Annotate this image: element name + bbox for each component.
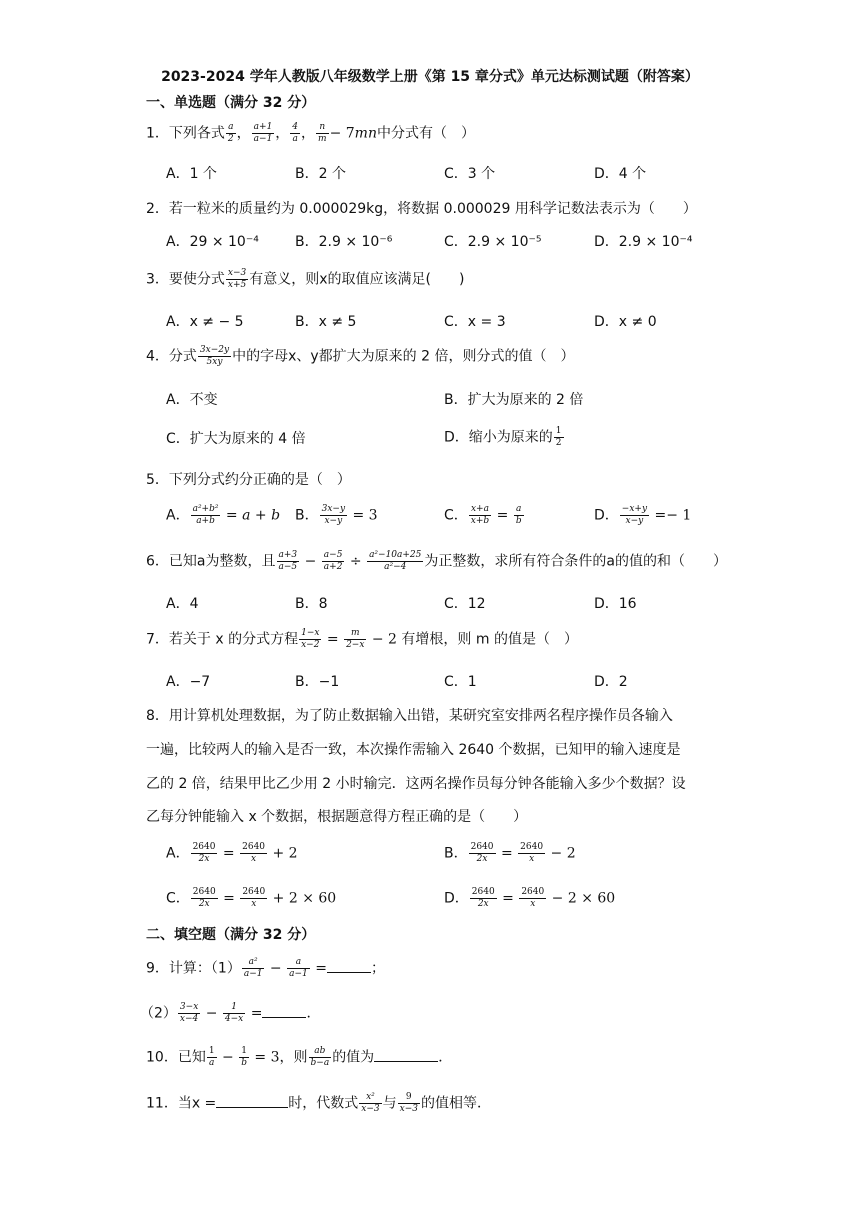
q8-option-c-label: C． bbox=[166, 890, 190, 907]
q8-option-c[interactable]: C． $\frac{2640}{2x}$ = $\frac{2640}{x}$ + 2 × 60 bbox=[166, 887, 337, 909]
document-title: 2023-2024 学年人教版八年级数学上册《第 15 章分式》单元达标测试题（附答案） bbox=[161, 69, 699, 85]
q7-option-b[interactable]: B．−1 bbox=[295, 674, 340, 690]
q6-option-c[interactable]: C．12 bbox=[444, 596, 486, 612]
q4-option-b[interactable]: B．扩大为原来的 2 倍 bbox=[444, 392, 584, 408]
q4-option-a[interactable]: A．不变 bbox=[166, 392, 218, 408]
question-8-line-4: 乙每分钟能输入 x 个数据，根据题意得方程正确的是（ ） bbox=[146, 809, 528, 825]
question-1-tail: 中分式有（ ） bbox=[376, 125, 475, 142]
q4-option-d[interactable]: D．缩小为原来的 $\frac{1}{2}$ bbox=[444, 426, 562, 448]
question-2: 2．若一粒米的质量约为 0.000029kg，将数据 0.000029 用科学记数法表示为（ ） bbox=[146, 201, 697, 217]
question-7-tail: 有增根，则 m 的值是（ ） bbox=[401, 631, 578, 648]
question-10-tail: 的值为 bbox=[332, 1049, 375, 1066]
q8-option-a[interactable]: A． $\frac{2640}{2x}$ = $\frac{2640}{x}$ + 2 bbox=[166, 842, 298, 864]
q5-option-a-label: A． bbox=[166, 507, 190, 524]
q1-option-c[interactable]: C．3 个 bbox=[444, 166, 496, 182]
q5-option-a[interactable]: A． $\frac{\text{a²+b²}}{a+b}$ = a + b bbox=[166, 504, 281, 526]
answer-blank-9-2[interactable] bbox=[262, 1003, 306, 1018]
question-1: 1．下列各式 $\frac{a}{2}$ ， $\frac{a+1}{a-1}$ ， $\frac{4}{a}$ ， $\frac{n}{m}$ − 7mn中分式有（ ） bbox=[146, 122, 475, 144]
q5-option-c-label: C． bbox=[444, 507, 468, 524]
question-10-mid: ，则 bbox=[279, 1049, 308, 1066]
question-5: 5．下列分式约分正确的是（ ） bbox=[146, 472, 351, 488]
question-4-tail: 中的字母x、y都扩大为原来的 2 倍，则分式的值（ ） bbox=[232, 348, 575, 365]
question-11-stem: 11．当x = bbox=[146, 1095, 217, 1112]
q1-option-d[interactable]: D．4 个 bbox=[594, 166, 647, 182]
section-heading-single-choice: 一、单选题（满分 32 分） bbox=[146, 95, 316, 111]
question-10-stem: 10．已知 bbox=[146, 1049, 206, 1066]
section-heading-fill-in: 二、填空题（满分 32 分） bbox=[146, 927, 316, 943]
question-10-period: ． bbox=[438, 1049, 453, 1066]
q6-option-a[interactable]: A．4 bbox=[166, 596, 199, 612]
question-7: 7．若关于 x 的分式方程 $\frac{1-x}{x-2}$ = $\frac{m}{2-x}$ − 2 有增根，则 m 的值是（ ） bbox=[146, 628, 578, 650]
question-8-line-2: 一遍，比较两人的输入是否一致，本次操作需输入 2640 个数据，已知甲的输入速度是 bbox=[146, 742, 681, 758]
question-11: 11．当x = 时，代数式 $\frac{\text{x²}}{x-3}$ 与 $\frac{9}{x-3}$ 的值相等． bbox=[146, 1092, 491, 1114]
question-9-period: ． bbox=[306, 1005, 321, 1022]
q7-option-c[interactable]: C．1 bbox=[444, 674, 477, 690]
answer-blank-11[interactable] bbox=[216, 1093, 288, 1108]
q2-option-a[interactable]: A．29 × 10⁻⁴ bbox=[166, 234, 259, 250]
q2-option-d[interactable]: D．2.9 × 10⁻⁴ bbox=[594, 234, 693, 250]
q2-option-b[interactable]: B．2.9 × 10⁻⁶ bbox=[295, 234, 393, 250]
q5-option-b[interactable]: B． $\frac{3x-y}{x-y}$ = 3 bbox=[295, 504, 378, 526]
q1-option-b[interactable]: B．2 个 bbox=[295, 166, 346, 182]
q5-option-d[interactable]: D． $\frac{-x+y}{x-y}$ =− 1 bbox=[594, 504, 692, 526]
question-11-conj: 与 bbox=[382, 1095, 397, 1112]
q3-option-c[interactable]: C．x = 3 bbox=[444, 314, 506, 330]
q4-option-d-label: D．缩小为原来的 bbox=[444, 429, 553, 446]
question-3: 3．要使分式 $\frac{x-3}{x+5}$ 有意义，则x的取值应该满足( ) bbox=[146, 268, 465, 290]
question-10: 10．已知 $\frac{1}{a}$ − $\frac{1}{b}$ = 3，则 $\frac{ab}{b-a}$ 的值为 ． bbox=[146, 1046, 453, 1068]
q2-option-c[interactable]: C．2.9 × 10⁻⁵ bbox=[444, 234, 542, 250]
question-9-part-2-label: （2） bbox=[140, 1005, 177, 1022]
q8-option-b[interactable]: B． $\frac{2640}{2x}$ = $\frac{2640}{x}$ − 2 bbox=[444, 842, 576, 864]
question-6-tail: 为正整数，求所有符合条件的a的值的和（ ） bbox=[424, 553, 727, 570]
question-4: 4．分式 $\frac{3x-2y}{5xy}$ 中的字母x、y都扩大为原来的 2 倍，则分式的值（ ） bbox=[146, 345, 575, 367]
question-3-stem: 3．要使分式 bbox=[146, 271, 225, 288]
question-8-line-1: 8．用计算机处理数据，为了防止数据输入出错，某研究室安排两名程序操作员各输入 bbox=[146, 708, 673, 724]
question-3-tail: 有意义，则x的取值应该满足( ) bbox=[249, 271, 465, 288]
question-9-part-1: 9．计算：（1） $\frac{\text{a²}}{a-1}$ − $\frac{a}{a-1}$ = ； bbox=[146, 957, 385, 979]
answer-blank-9-1[interactable] bbox=[327, 958, 371, 973]
question-7-stem: 7．若关于 x 的分式方程 bbox=[146, 631, 299, 648]
q5-option-b-label: B． bbox=[295, 507, 319, 524]
question-6: 6．已知a为整数，且 $\frac{a+3}{a-5}$ − $\frac{a-5}{a+2}$ ÷ $\frac{\text{a²−10a+25}}{\text{a²−4}}$ 为正整数，求所有符合条件的a的值的和（ ） bbox=[146, 550, 727, 572]
question-8-line-3: 乙的 2 倍，结果甲比乙少用 2 小时输完．这两名操作员每分钟各能输入多少个数据？设 bbox=[146, 776, 686, 792]
q8-option-b-label: B． bbox=[444, 845, 468, 862]
question-11-tail: 的值相等． bbox=[420, 1095, 491, 1112]
q8-option-d[interactable]: D． $\frac{2640}{2x}$ = $\frac{2640}{x}$ − 2 × 60 bbox=[444, 887, 616, 909]
question-11-mid: 时，代数式 bbox=[288, 1095, 359, 1112]
q5-option-d-label: D． bbox=[594, 507, 619, 524]
q1-option-a[interactable]: A．1 个 bbox=[166, 166, 217, 182]
question-9-semicolon: ； bbox=[370, 960, 385, 977]
answer-blank-10[interactable] bbox=[374, 1047, 438, 1062]
q3-option-b[interactable]: B．x ≠ 5 bbox=[295, 314, 357, 330]
q6-option-d[interactable]: D．16 bbox=[594, 596, 637, 612]
question-9-part-2: （2） $\frac{3-x}{x-4}$ − $\frac{1}{4-x}$ = ． bbox=[140, 1002, 321, 1024]
question-9-stem: 9．计算：（1） bbox=[146, 960, 241, 977]
q7-option-d[interactable]: D．2 bbox=[594, 674, 628, 690]
question-1-stem: 1．下列各式 bbox=[146, 125, 225, 142]
question-6-stem: 6．已知a为整数，且 bbox=[146, 553, 276, 570]
q6-option-b[interactable]: B．8 bbox=[295, 596, 328, 612]
q3-option-a[interactable]: A．x ≠ − 5 bbox=[166, 314, 244, 330]
q8-option-d-label: D． bbox=[444, 890, 469, 907]
q5-option-c[interactable]: C． $\frac{x+a}{x+b}$ = $\frac{a}{b}$ bbox=[444, 504, 522, 526]
q7-option-a[interactable]: A．−7 bbox=[166, 674, 211, 690]
q8-option-a-label: A． bbox=[166, 845, 190, 862]
q3-option-d[interactable]: D．x ≠ 0 bbox=[594, 314, 657, 330]
question-4-stem: 4．分式 bbox=[146, 348, 197, 365]
q4-option-c[interactable]: C．扩大为原来的 4 倍 bbox=[166, 431, 306, 447]
